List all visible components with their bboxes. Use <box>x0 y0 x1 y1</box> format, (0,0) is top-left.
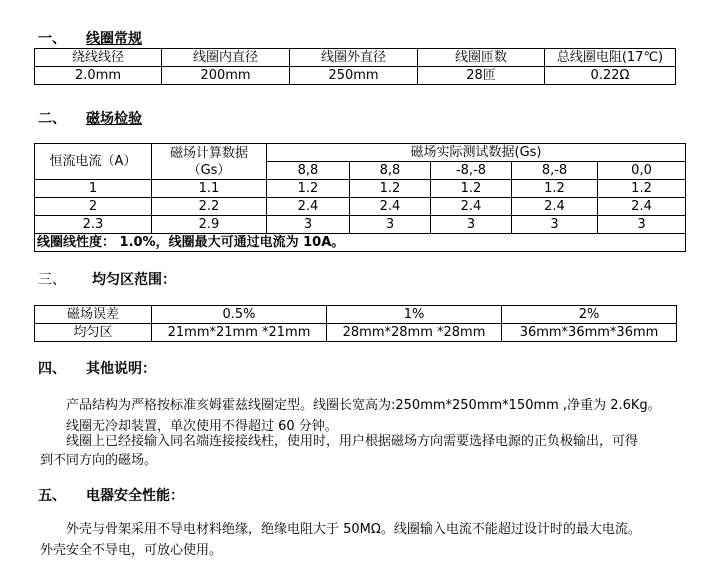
header-cell: 线圈匝数 <box>418 49 545 67</box>
measured-cell: 3 <box>598 216 686 234</box>
section-5-number: 五、 <box>38 488 66 504</box>
header-cell: 线圈外直径 <box>290 49 418 67</box>
section-3-title: 均匀区范围： <box>92 272 176 288</box>
table-row <box>35 67 676 85</box>
error-cell: 2% <box>502 306 677 324</box>
current-cell: 2 <box>35 198 152 216</box>
header-cell: 绕线线径 <box>35 49 162 67</box>
table-row <box>35 180 686 198</box>
measured-cell: 3 <box>267 216 350 234</box>
zone-label-cell: 均匀区 <box>35 324 152 342</box>
error-label-cell: 磁场误差 <box>35 306 152 324</box>
section-1-heading <box>38 30 142 48</box>
error-cell: 0.5% <box>152 306 327 324</box>
calc-header-unit: （Gs） <box>187 162 231 178</box>
value-cell: 0.22Ω <box>545 67 676 85</box>
measured-cell: 2.4 <box>431 198 512 216</box>
measured-cell: 1.2 <box>512 180 598 198</box>
table-row <box>35 324 677 342</box>
table-row <box>35 234 686 252</box>
section-4-number: 四、 <box>38 361 66 377</box>
linearity-note: 线圈线性度： 1.0%，线圈最大可通过电流为 10A。 <box>35 234 686 252</box>
section-4-heading <box>38 360 156 378</box>
measured-cell: 1.2 <box>267 180 350 198</box>
calc-cell: 1.1 <box>152 180 267 198</box>
section-4-title: 其他说明： <box>86 361 156 377</box>
section-3-number: 三、 <box>38 272 66 288</box>
position-cell: 8,-8 <box>512 162 598 180</box>
section-5-heading <box>38 487 184 505</box>
position-cell: 8,8 <box>267 162 350 180</box>
uniform-zone-table <box>34 305 677 342</box>
measured-cell: 2.4 <box>512 198 598 216</box>
error-cell: 1% <box>327 306 502 324</box>
section-2-heading <box>38 110 142 128</box>
section-2-number: 二、 <box>38 111 66 127</box>
position-cell: -8,-8 <box>431 162 512 180</box>
measured-cell: 2.4 <box>267 198 350 216</box>
header-cell: 线圈内直径 <box>162 49 290 67</box>
zone-cell: 21mm*21mm *21mm <box>152 324 327 342</box>
measured-cell: 3 <box>350 216 431 234</box>
paragraph-terminal-line1: 线圈上已经接输入同名端连接接线柱，使用时，用户根据磁场方向需要选择电源的正负极输出，可得 <box>66 434 639 449</box>
value-cell: 28匝 <box>418 67 545 85</box>
calc-cell: 2.9 <box>152 216 267 234</box>
measured-cell: 1.2 <box>350 180 431 198</box>
position-cell: 8,8 <box>350 162 431 180</box>
current-header-cell: 恒流电流（A） <box>35 144 152 180</box>
value-cell: 200mm <box>162 67 290 85</box>
header-cell: 总线圈电阻(17℃) <box>545 49 676 67</box>
calc-header-label: 磁场计算数据 <box>169 145 248 161</box>
measured-header-cell: 磁场实际测试数据(Gs) <box>267 144 686 162</box>
table-row <box>35 306 677 324</box>
paragraph-structure: 产品结构为严格按标准亥姆霍兹线圈定型。线圈长宽高为:250mm*250mm*150mm ,净重为 2.6Kg。 <box>66 398 661 413</box>
calc-cell: 2.2 <box>152 198 267 216</box>
value-cell: 2.0mm <box>35 67 162 85</box>
coil-spec-table <box>34 48 676 85</box>
section-1-title: 线圈常规 <box>86 31 142 47</box>
paragraph-terminal-line2: 到不同方向的磁场。 <box>40 453 158 468</box>
field-test-table <box>34 143 686 252</box>
calc-header-cell <box>152 144 267 180</box>
measured-cell: 2.4 <box>350 198 431 216</box>
measured-cell: 3 <box>512 216 598 234</box>
section-5-title: 电器安全性能： <box>86 488 184 504</box>
current-cell: 2.3 <box>35 216 152 234</box>
table-row <box>35 49 676 67</box>
table-row <box>35 144 686 162</box>
paragraph-insulation-line2: 外壳安全不导电，可放心使用。 <box>40 543 223 558</box>
measured-cell: 2.4 <box>598 198 686 216</box>
paragraph-cooling: 线圈无冷却装置，单次使用不得超过 60 分钟。 <box>66 419 338 434</box>
measured-cell: 1.2 <box>431 180 512 198</box>
table-row <box>35 216 686 234</box>
current-cell: 1 <box>35 180 152 198</box>
measured-cell: 3 <box>431 216 512 234</box>
zone-cell: 28mm*28mm *28mm <box>327 324 502 342</box>
section-3-heading <box>38 271 176 289</box>
value-cell: 250mm <box>290 67 418 85</box>
table-row <box>35 198 686 216</box>
section-1-number: 一、 <box>38 31 66 47</box>
measured-cell: 1.2 <box>598 180 686 198</box>
zone-cell: 36mm*36mm*36mm <box>502 324 677 342</box>
paragraph-insulation-line1: 外壳与骨架采用不导电材料绝缘，绝缘电阻大于 50MΩ。线圈输入电流不能超过设计时的最大电流。 <box>66 522 641 537</box>
section-2-title: 磁场检验 <box>86 111 142 127</box>
position-cell: 0,0 <box>598 162 686 180</box>
